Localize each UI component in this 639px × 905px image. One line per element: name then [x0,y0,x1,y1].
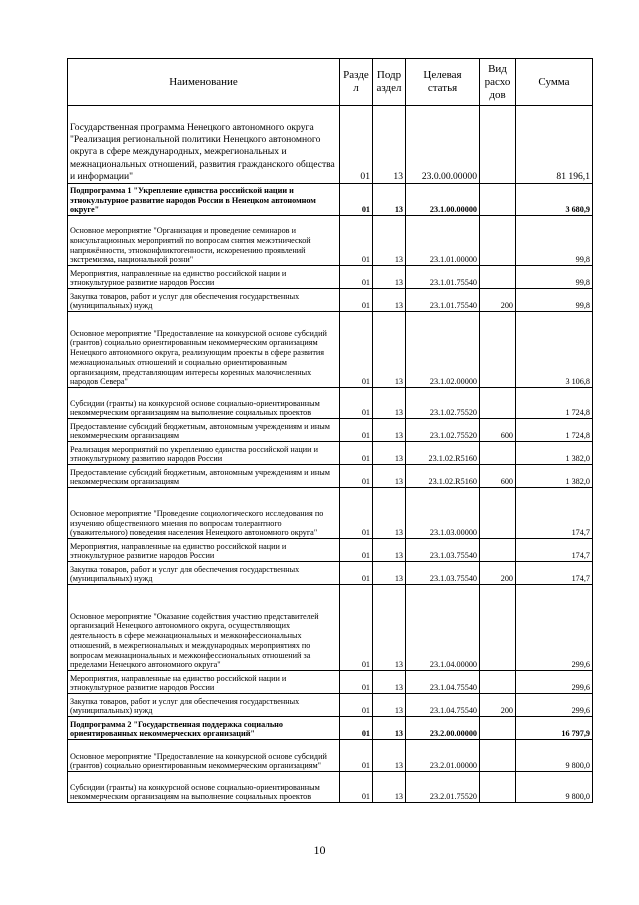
table-row [68,717,593,740]
row-podrazdel: 13 [373,539,406,562]
row-podrazdel: 13 [373,488,406,539]
row-name: Реализация мероприятий по укреплению единства российской нации и этнокультурному развитию народов России [68,442,340,465]
row-sum: 174,7 [516,539,593,562]
budget-table [67,58,593,803]
row-target-article: 23.1.02.R5160 [406,465,480,488]
row-expense-type [480,671,516,694]
row-target-article: 23.1.02.00000 [406,312,480,388]
row-name: Закупка товаров, работ и услуг для обеспечения государственных (муниципальных) нужд [68,289,340,312]
row-target-article: 23.1.00.00000 [406,184,480,216]
row-sum: 99,8 [516,289,593,312]
row-razdel: 01 [340,442,373,465]
row-razdel: 01 [340,289,373,312]
row-sum: 99,8 [516,266,593,289]
row-razdel: 01 [340,694,373,717]
row-sum: 299,6 [516,694,593,717]
table-row [68,772,593,803]
row-expense-type [480,266,516,289]
row-razdel: 01 [340,266,373,289]
row-podrazdel: 13 [373,694,406,717]
row-razdel: 01 [340,312,373,388]
row-razdel: 01 [340,184,373,216]
row-name: Подпрограмма 1 "Укрепление единства российской нации и этнокультурное развитие народов России в Ненецком автономном округе" [68,184,340,216]
table-row [68,106,593,184]
row-sum: 3 680,9 [516,184,593,216]
table-row [68,671,593,694]
row-name: Мероприятия, направленные на единство российской нации и этнокультурное развитие народов России [68,671,340,694]
row-podrazdel: 13 [373,772,406,803]
row-razdel: 01 [340,419,373,442]
row-target-article: 23.1.01.00000 [406,216,480,266]
row-expense-type [480,488,516,539]
row-expense-type: 200 [480,562,516,585]
table-row [68,442,593,465]
table-row [68,585,593,671]
row-podrazdel: 13 [373,717,406,740]
row-name: Государственная программа Ненецкого автономного округа "Реализация региональной политики Ненецкого автономного округа в сфере международных, межрегиональных и межнациональных отношений, развития гражданского общества и информации" [68,106,340,184]
row-target-article: 23.1.02.R5160 [406,442,480,465]
row-expense-type [480,740,516,772]
row-name: Предоставление субсидий бюджетным, автономным учреждениям и иным некоммерческим организациям [68,419,340,442]
row-podrazdel: 13 [373,266,406,289]
row-sum: 9 800,0 [516,740,593,772]
row-name: Мероприятия, направленные на единство российской нации и этнокультурное развитие народов России [68,539,340,562]
row-podrazdel: 13 [373,216,406,266]
row-name: Субсидии (гранты) на конкурсной основе социально-ориентированным некоммерческим организациям на выполнение социальных проектов [68,772,340,803]
row-sum: 299,6 [516,585,593,671]
header-sum: Сумма [516,59,593,106]
row-expense-type [480,442,516,465]
row-target-article: 23.2.00.00000 [406,717,480,740]
row-sum: 1 382,0 [516,465,593,488]
table-row [68,289,593,312]
row-expense-type: 200 [480,694,516,717]
row-podrazdel: 13 [373,585,406,671]
row-name: Основное мероприятие "Предоставление на конкурсной основе субсидий (грантов) социально ориентированным некоммерческим организациям" [68,740,340,772]
row-podrazdel: 13 [373,562,406,585]
row-target-article: 23.1.03.75540 [406,539,480,562]
row-expense-type [480,106,516,184]
row-name: Закупка товаров, работ и услуг для обеспечения государственных (муниципальных) нужд [68,562,340,585]
header-podrazdel: Подр аздел [373,59,406,106]
row-sum: 16 797,9 [516,717,593,740]
header-target-article: Целевая статья [406,59,480,106]
row-expense-type [480,388,516,419]
table-row [68,465,593,488]
row-expense-type [480,184,516,216]
table-row [68,216,593,266]
row-sum: 174,7 [516,562,593,585]
table-row [68,539,593,562]
row-podrazdel: 13 [373,740,406,772]
row-target-article: 23.1.03.75540 [406,562,480,585]
row-expense-type: 600 [480,419,516,442]
table-row [68,266,593,289]
row-sum: 299,6 [516,671,593,694]
row-sum: 1 382,0 [516,442,593,465]
row-expense-type: 200 [480,289,516,312]
row-sum: 3 106,8 [516,312,593,388]
table-row [68,312,593,388]
row-razdel: 01 [340,562,373,585]
row-podrazdel: 13 [373,442,406,465]
row-razdel: 01 [340,740,373,772]
row-razdel: 01 [340,585,373,671]
row-expense-type [480,312,516,388]
header-expense-type: Вид расхо дов [480,59,516,106]
row-name: Субсидии (гранты) на конкурсной основе социально-ориентированным некоммерческим организациям на выполнение социальных проектов [68,388,340,419]
row-razdel: 01 [340,388,373,419]
table-row [68,562,593,585]
row-sum: 1 724,8 [516,388,593,419]
row-sum: 99,8 [516,216,593,266]
row-name: Закупка товаров, работ и услуг для обеспечения государственных (муниципальных) нужд [68,694,340,717]
row-name: Основное мероприятие "Организация и проведение семинаров и консультационных мероприятий по вопросам снятия межэтнической напряжённости, этноконфликтогенности, искоренению проявлений экстремизма, национальной розни" [68,216,340,266]
row-razdel: 01 [340,488,373,539]
row-podrazdel: 13 [373,289,406,312]
row-podrazdel: 13 [373,671,406,694]
row-sum: 174,7 [516,488,593,539]
row-razdel: 01 [340,106,373,184]
row-target-article: 23.1.03.00000 [406,488,480,539]
row-name: Предоставление субсидий бюджетным, автономным учреждениям и иным некоммерческим организациям [68,465,340,488]
row-razdel: 01 [340,772,373,803]
row-target-article: 23.1.01.75540 [406,266,480,289]
table-row [68,740,593,772]
row-razdel: 01 [340,717,373,740]
row-razdel: 01 [340,671,373,694]
row-name: Подпрограмма 2 "Государственная поддержка социально ориентированных некоммерческих организаций" [68,717,340,740]
row-sum: 9 800,0 [516,772,593,803]
row-expense-type [480,539,516,562]
row-expense-type [480,585,516,671]
row-target-article: 23.0.00.00000 [406,106,480,184]
table-row [68,184,593,216]
row-podrazdel: 13 [373,465,406,488]
table-row [68,694,593,717]
row-sum: 1 724,8 [516,419,593,442]
row-target-article: 23.1.01.75540 [406,289,480,312]
row-expense-type [480,216,516,266]
row-sum: 81 196,1 [516,106,593,184]
row-razdel: 01 [340,216,373,266]
table-header-row [68,59,593,106]
row-target-article: 23.2.01.00000 [406,740,480,772]
row-razdel: 01 [340,539,373,562]
row-target-article: 23.1.04.75540 [406,694,480,717]
row-target-article: 23.1.02.75520 [406,419,480,442]
row-podrazdel: 13 [373,312,406,388]
row-name: Основное мероприятие "Оказание содействия участию представителей организаций Ненецкого автономного округа, осуществляющих деятельность в сфере межнациональных и межконфессиональных отношений, в межрегиональных и международных мероприятиях по вопросам межнациональных и межконфессиональных отношений за пределами Ненецкого автономного округа" [68,585,340,671]
table-row [68,488,593,539]
page-number: 10 [313,843,326,857]
row-name: Основное мероприятие "Предоставление на конкурсной основе субсидий (грантов) социально ориентированным некоммерческим организациям Ненецкого автономного округа, реализующим проекты в сфере развития межнациональных отношений и социально ориентированным организациям, представляющим интересы коренных малочисленных народов Севера" [68,312,340,388]
row-target-article: 23.1.04.00000 [406,585,480,671]
row-expense-type [480,717,516,740]
table-row [68,388,593,419]
row-razdel: 01 [340,465,373,488]
row-podrazdel: 13 [373,419,406,442]
row-name: Мероприятия, направленные на единство российской нации и этнокультурное развитие народов России [68,266,340,289]
row-target-article: 23.1.04.75540 [406,671,480,694]
row-target-article: 23.2.01.75520 [406,772,480,803]
row-podrazdel: 13 [373,106,406,184]
row-name: Основное мероприятие "Проведение социологического исследования по изучению общественного мнения по вопросам толерантного (уважительного) поведения населения Ненецкого автономного округа" [68,488,340,539]
row-podrazdel: 13 [373,184,406,216]
table-row [68,419,593,442]
budget-table-body [68,59,593,803]
row-expense-type: 600 [480,465,516,488]
row-expense-type [480,772,516,803]
header-razdel: Разде л [340,59,373,106]
row-target-article: 23.1.02.75520 [406,388,480,419]
header-name: Наименование [68,59,340,106]
row-podrazdel: 13 [373,388,406,419]
